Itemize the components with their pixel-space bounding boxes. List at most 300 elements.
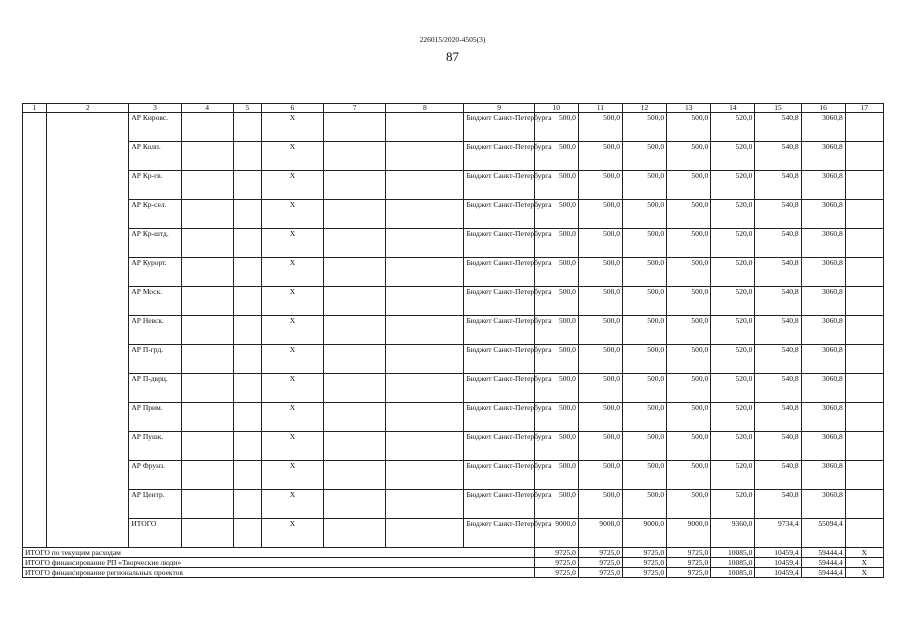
value-cell: 500,0 [622,316,666,345]
value-cell: 500,0 [667,432,711,461]
table-cell-empty [23,171,47,200]
table-cell-empty [47,316,129,345]
table-cell-empty [23,461,47,490]
col-header: 12 [622,104,666,113]
table-cell-empty [386,345,464,374]
funding-source: Бюджет Санкт-Петербурга [464,519,534,548]
mark-cell: Х [261,374,323,403]
mark-cell: Х [261,142,323,171]
table-cell-empty [23,432,47,461]
col-header: 3 [129,104,181,113]
value-cell: 500,0 [578,287,622,316]
table-cell-empty [386,142,464,171]
value-cell: 500,0 [578,258,622,287]
col-header: 4 [181,104,233,113]
table-cell-empty [233,490,261,519]
value-cell: 500,0 [578,171,622,200]
mark-cell: Х [261,461,323,490]
table-cell-empty [233,519,261,548]
mark-cell: Х [261,229,323,258]
value-cell: 3060,8 [801,142,845,171]
table-cell-empty [181,229,233,258]
table-cell-empty [386,229,464,258]
table-cell-empty [181,461,233,490]
value-cell: 9000,0 [667,519,711,548]
funding-source: Бюджет Санкт-Петербурга [464,403,534,432]
district-name: АР Кр-сел. [129,200,181,229]
funding-source: Бюджет Санкт-Петербурга [464,374,534,403]
value-cell: 500,0 [578,113,622,142]
table-cell-empty [233,432,261,461]
value-cell: 500,0 [622,171,666,200]
value-cell: 9000,0 [534,519,578,548]
col-header: 8 [386,104,464,113]
district-name: АР Моск. [129,287,181,316]
table-cell-empty [324,432,386,461]
table-cell-empty [233,374,261,403]
table-cell-empty [23,113,47,142]
table-row [23,432,884,461]
district-name: АР Пушк. [129,432,181,461]
table-cell-empty [181,374,233,403]
value-cell: 3060,8 [801,229,845,258]
value-cell: 3060,8 [801,316,845,345]
table-cell-empty [845,316,883,345]
col-header: 14 [711,104,755,113]
table-cell-empty [386,113,464,142]
mark-cell: Х [261,287,323,316]
value-cell: 500,0 [534,200,578,229]
district-name: АР Кр-штд. [129,229,181,258]
table-row [23,287,884,316]
value-cell: 540,8 [755,113,801,142]
table-cell-empty [324,461,386,490]
value-cell: 500,0 [667,374,711,403]
value-cell: 500,0 [667,461,711,490]
value-cell: 540,8 [755,171,801,200]
table-cell-empty [845,374,883,403]
table-row [23,200,884,229]
page-number: 87 [446,49,459,64]
mark-cell: Х [261,316,323,345]
mark-cell: Х [261,200,323,229]
table-cell-empty [845,432,883,461]
table-cell-empty [23,316,47,345]
value-cell: 500,0 [622,374,666,403]
district-name: АР Кр-гв. [129,171,181,200]
value-cell: 500,0 [667,142,711,171]
total-value: 9725,0 [578,568,622,578]
total-value: 59444,4 [801,548,845,558]
total-row [23,548,884,558]
value-cell: 500,0 [622,200,666,229]
table-cell-empty [47,229,129,258]
value-cell: 520,0 [711,316,755,345]
table-row [23,171,884,200]
total-value: 9725,0 [622,558,666,568]
district-name: ИТОГО [129,519,181,548]
district-name: АР П-дврц. [129,374,181,403]
table-cell-empty [181,316,233,345]
col-header: 5 [233,104,261,113]
total-row [23,568,884,578]
table-cell-empty [845,345,883,374]
value-cell: 500,0 [534,403,578,432]
total-value: 9725,0 [534,558,578,568]
funding-source: Бюджет Санкт-Петербурга [464,490,534,519]
total-mark: Х [845,558,883,568]
table-cell-empty [47,519,129,548]
table-cell-empty [181,200,233,229]
col-header: 10 [534,104,578,113]
table-cell-empty [23,403,47,432]
value-cell: 500,0 [578,142,622,171]
value-cell: 9000,0 [622,519,666,548]
value-cell: 9360,0 [711,519,755,548]
mark-cell: Х [261,432,323,461]
table-cell-empty [181,258,233,287]
value-cell: 500,0 [534,287,578,316]
value-cell: 3060,8 [801,345,845,374]
funding-source: Бюджет Санкт-Петербурга [464,229,534,258]
value-cell: 500,0 [534,461,578,490]
value-cell: 9734,4 [755,519,801,548]
table-cell-empty [233,142,261,171]
table-cell-empty [324,287,386,316]
district-name: АР Колп. [129,142,181,171]
table-cell-empty [386,403,464,432]
value-cell: 500,0 [622,287,666,316]
funding-source: Бюджет Санкт-Петербурга [464,432,534,461]
table-row [23,258,884,287]
mark-cell: Х [261,113,323,142]
table-cell-empty [324,113,386,142]
value-cell: 500,0 [534,142,578,171]
table-cell-empty [233,316,261,345]
table-cell-empty [845,403,883,432]
table-cell-empty [23,229,47,258]
value-cell: 500,0 [534,258,578,287]
table-cell-empty [845,519,883,548]
mark-cell: Х [261,345,323,374]
table-cell-empty [233,287,261,316]
value-cell: 520,0 [711,490,755,519]
table-row [23,403,884,432]
value-cell: 500,0 [667,316,711,345]
value-cell: 3060,8 [801,113,845,142]
value-cell: 3060,8 [801,461,845,490]
table-cell-empty [386,316,464,345]
table-cell-empty [47,432,129,461]
table-cell-empty [324,490,386,519]
table-cell-empty [386,519,464,548]
table-cell-empty [386,461,464,490]
table-cell-empty [233,200,261,229]
table-cell-empty [386,258,464,287]
table-cell-empty [324,374,386,403]
value-cell: 500,0 [667,229,711,258]
value-cell: 540,8 [755,287,801,316]
value-cell: 540,8 [755,374,801,403]
table-cell-empty [47,345,129,374]
value-cell: 520,0 [711,113,755,142]
table-cell-empty [386,200,464,229]
table-cell-empty [233,345,261,374]
table-cell-empty [233,403,261,432]
value-cell: 500,0 [534,229,578,258]
value-cell: 540,8 [755,258,801,287]
value-cell: 500,0 [667,113,711,142]
table-cell-empty [23,374,47,403]
table-cell-empty [23,142,47,171]
value-cell: 500,0 [622,345,666,374]
table-row [23,490,884,519]
value-cell: 3060,8 [801,258,845,287]
value-cell: 500,0 [667,287,711,316]
district-name: АР Кировс. [129,113,181,142]
value-cell: 520,0 [711,229,755,258]
total-value: 10085,0 [711,548,755,558]
table-cell-empty [845,113,883,142]
total-value: 9725,0 [622,568,666,578]
value-cell: 500,0 [534,113,578,142]
value-cell: 500,0 [667,171,711,200]
funding-source: Бюджет Санкт-Петербурга [464,258,534,287]
col-header: 6 [261,104,323,113]
mark-cell: Х [261,258,323,287]
value-cell: 540,8 [755,345,801,374]
value-cell: 540,8 [755,142,801,171]
table-cell-empty [233,171,261,200]
funding-source: Бюджет Санкт-Петербурга [464,316,534,345]
total-value: 10459,4 [755,568,801,578]
table-cell-empty [233,113,261,142]
value-cell: 520,0 [711,258,755,287]
value-cell: 500,0 [622,142,666,171]
value-cell: 3060,8 [801,171,845,200]
funding-source: Бюджет Санкт-Петербурга [464,287,534,316]
district-name: АР Курорт. [129,258,181,287]
table-row [23,345,884,374]
value-cell: 540,8 [755,490,801,519]
budget-table [22,103,884,578]
value-cell: 540,8 [755,461,801,490]
value-cell: 520,0 [711,287,755,316]
funding-source: Бюджет Санкт-Петербурга [464,345,534,374]
table-cell-empty [181,490,233,519]
table-cell-empty [845,461,883,490]
value-cell: 500,0 [622,432,666,461]
value-cell: 500,0 [578,490,622,519]
total-value: 59444,4 [801,558,845,568]
mark-cell: Х [261,519,323,548]
mark-cell: Х [261,171,323,200]
value-cell: 500,0 [578,316,622,345]
value-cell: 3060,8 [801,432,845,461]
table-cell-empty [23,258,47,287]
table-cell-empty [23,287,47,316]
table-row [23,229,884,258]
funding-source: Бюджет Санкт-Петербурга [464,461,534,490]
table-row [23,461,884,490]
col-header: 9 [464,104,534,113]
table-cell-empty [386,374,464,403]
funding-source: Бюджет Санкт-Петербурга [464,142,534,171]
table-row [23,316,884,345]
col-header: 15 [755,104,801,113]
value-cell: 520,0 [711,171,755,200]
total-value: 59444,4 [801,568,845,578]
value-cell: 520,0 [711,432,755,461]
total-value: 10085,0 [711,568,755,578]
value-cell: 500,0 [622,229,666,258]
table-cell-empty [47,490,129,519]
col-header: 2 [47,104,129,113]
table-row [23,519,884,548]
value-cell: 520,0 [711,374,755,403]
value-cell: 500,0 [667,490,711,519]
total-value: 9725,0 [667,548,711,558]
table-cell-empty [324,519,386,548]
value-cell: 500,0 [534,374,578,403]
table-cell-empty [233,229,261,258]
col-header: 1 [23,104,47,113]
district-name: АР П-грд. [129,345,181,374]
value-cell: 520,0 [711,403,755,432]
table-cell-empty [324,345,386,374]
table-cell-empty [324,200,386,229]
total-value: 10085,0 [711,558,755,568]
value-cell: 500,0 [534,345,578,374]
district-name: АР Центр. [129,490,181,519]
total-mark: Х [845,548,883,558]
funding-source: Бюджет Санкт-Петербурга [464,113,534,142]
table-cell-empty [181,287,233,316]
value-cell: 520,0 [711,200,755,229]
value-cell: 500,0 [534,316,578,345]
table-cell-empty [386,432,464,461]
funding-source: Бюджет Санкт-Петербурга [464,200,534,229]
document-id: 226015/2020-4505(3) [419,35,486,44]
value-cell: 500,0 [578,345,622,374]
value-cell: 3060,8 [801,490,845,519]
total-mark: Х [845,568,883,578]
funding-source: Бюджет Санкт-Петербурга [464,171,534,200]
table-row [23,113,884,142]
total-value: 9725,0 [534,568,578,578]
value-cell: 540,8 [755,403,801,432]
value-cell: 500,0 [578,432,622,461]
value-cell: 520,0 [711,461,755,490]
total-label: ИТОГО финансирование РП «Творческие люди» [23,558,535,568]
value-cell: 500,0 [578,374,622,403]
table-cell-empty [386,171,464,200]
table-row [23,142,884,171]
table-cell-empty [47,171,129,200]
value-cell: 500,0 [534,432,578,461]
table-cell-empty [181,113,233,142]
value-cell: 500,0 [578,200,622,229]
value-cell: 500,0 [622,490,666,519]
column-number-row [23,104,884,113]
value-cell: 500,0 [578,403,622,432]
table-cell-empty [23,490,47,519]
col-header: 16 [801,104,845,113]
table-cell-empty [181,432,233,461]
table-cell-empty [23,345,47,374]
district-name: АР Невск. [129,316,181,345]
total-value: 9725,0 [534,548,578,558]
value-cell: 540,8 [755,316,801,345]
total-value: 9725,0 [667,568,711,578]
table-cell-empty [23,200,47,229]
mark-cell: Х [261,403,323,432]
table-cell-empty [845,171,883,200]
value-cell: 3060,8 [801,374,845,403]
col-header: 7 [324,104,386,113]
value-cell: 3060,8 [801,200,845,229]
table-cell-empty [324,403,386,432]
value-cell: 55094,4 [801,519,845,548]
total-value: 10459,4 [755,548,801,558]
value-cell: 500,0 [622,258,666,287]
table-cell-empty [324,171,386,200]
table-cell-empty [386,490,464,519]
table-cell-empty [47,113,129,142]
value-cell: 500,0 [622,113,666,142]
value-cell: 3060,8 [801,403,845,432]
total-value: 10459,4 [755,558,801,568]
table-cell-empty [47,461,129,490]
value-cell: 540,8 [755,229,801,258]
table-cell-empty [845,490,883,519]
total-row [23,558,884,568]
value-cell: 540,8 [755,200,801,229]
table-cell-empty [324,258,386,287]
table-cell-empty [845,229,883,258]
total-value: 9725,0 [578,558,622,568]
table-cell-empty [47,374,129,403]
value-cell: 540,8 [755,432,801,461]
table-cell-empty [47,403,129,432]
table-cell-empty [386,287,464,316]
table-cell-empty [181,519,233,548]
table-cell-empty [233,461,261,490]
table-cell-empty [23,519,47,548]
value-cell: 500,0 [667,403,711,432]
table-cell-empty [845,287,883,316]
table-row [23,374,884,403]
table-cell-empty [181,345,233,374]
total-value: 9725,0 [667,558,711,568]
value-cell: 500,0 [534,171,578,200]
table-cell-empty [845,142,883,171]
mark-cell: Х [261,490,323,519]
total-value: 9725,0 [622,548,666,558]
value-cell: 500,0 [578,461,622,490]
value-cell: 500,0 [667,345,711,374]
table-cell-empty [47,142,129,171]
table-cell-empty [324,229,386,258]
table-cell-empty [233,258,261,287]
total-label: ИТОГО по текущим расходам [23,548,535,558]
value-cell: 520,0 [711,345,755,374]
value-cell: 500,0 [667,258,711,287]
value-cell: 500,0 [667,200,711,229]
table-cell-empty [181,171,233,200]
table-cell-empty [324,316,386,345]
table-cell-empty [47,258,129,287]
